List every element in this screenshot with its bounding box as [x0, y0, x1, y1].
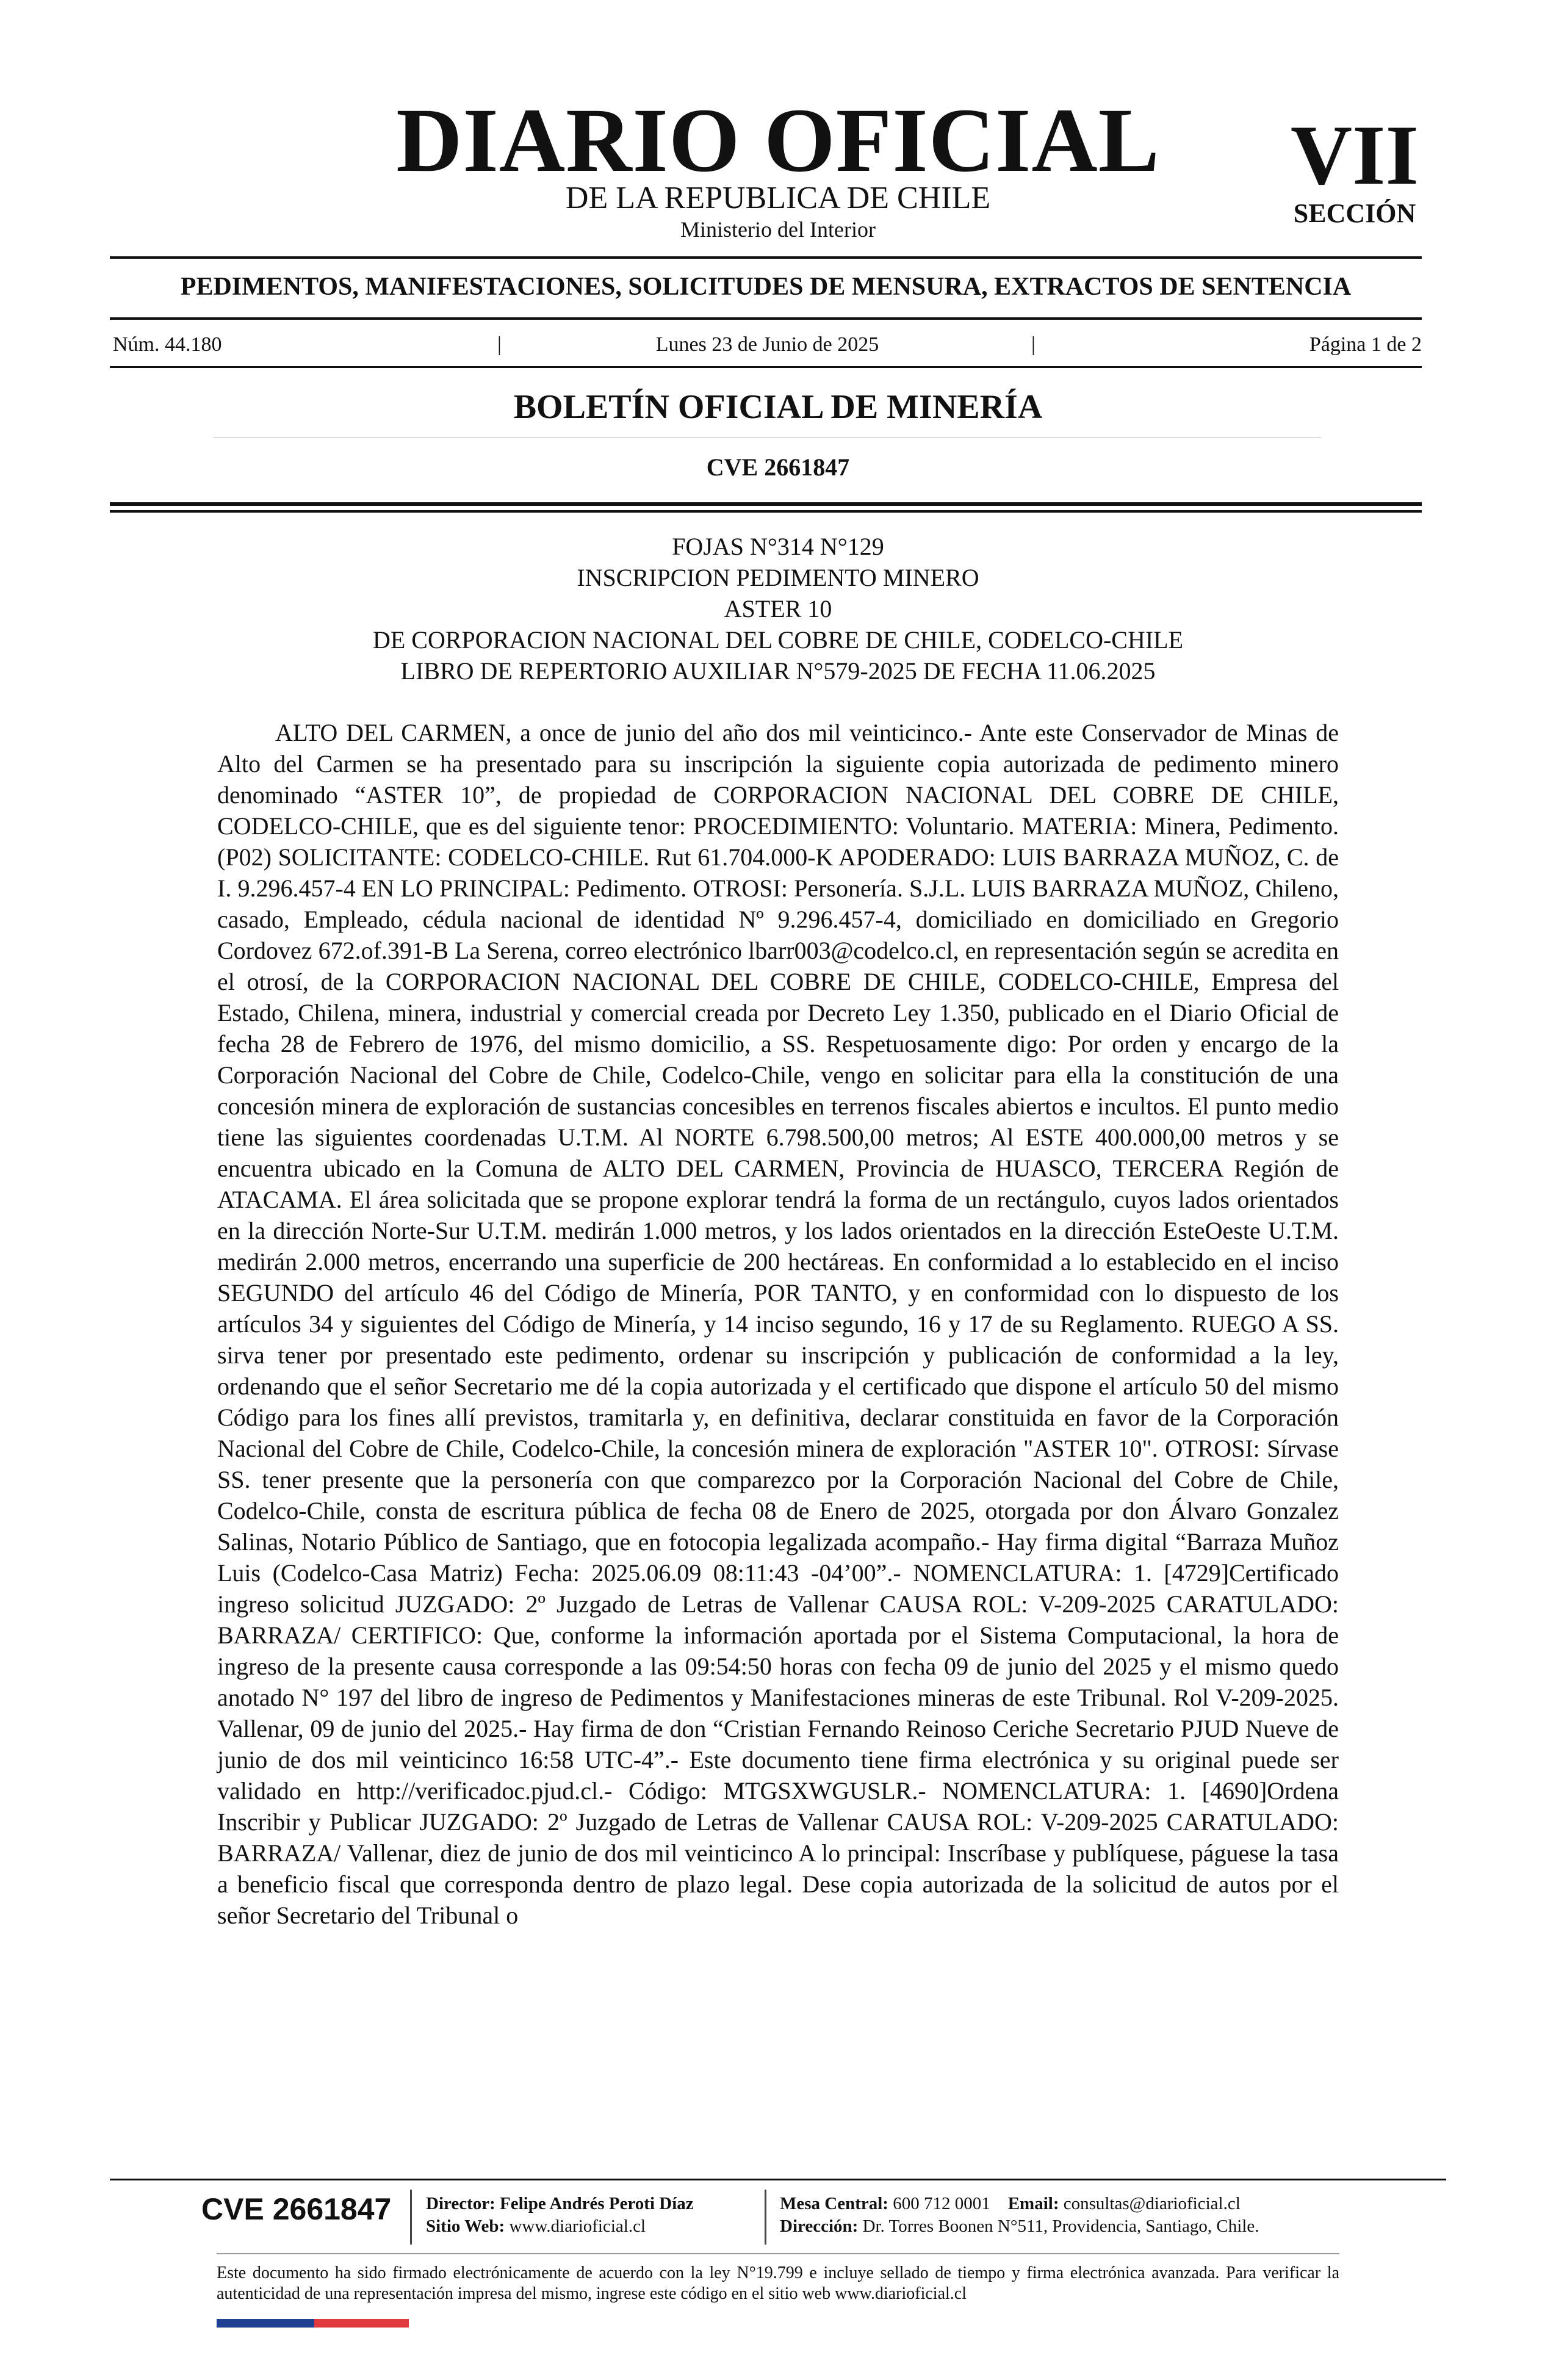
footer-contact-block: [780, 2193, 1259, 2238]
director-label: Director:: [426, 2194, 495, 2213]
section-number: VII: [1290, 108, 1419, 203]
phone-value: 600 712 0001: [893, 2194, 990, 2213]
masthead-subtitle: DE LA REPUBLICA DE CHILE: [565, 181, 991, 215]
footer-legal-text: Este documento ha sido firmado electrónicamente de acuerdo con la ley N°19.799 e incluye sellado de tiempo y firma electrónica avanzada. Para verificar la autenticidad de una representación impresa del mismo, ingrese este código en el sitio web www.diarioficial.cl: [217, 2263, 1339, 2303]
cve-rule-1: [110, 502, 1422, 506]
flag-stripe-red: [314, 2319, 409, 2328]
flag-stripe-blue: [217, 2319, 314, 2328]
body-paragraph: ALTO DEL CARMEN, a once de junio del año dos mil veinticinco.- Ante este Conservador de Minas de Alto del Carmen se ha presentado para su inscripción la siguiente copia autorizada de pedimento minero denominado “ASTER 10”, de propiedad de CORPORACION NACIONAL DEL COBRE DE CHILE, CODELCO-CHILE, que es del siguiente tenor: PROCEDIMIENTO: Voluntario. MATERIA: Minera, Pedimento. (P02) SOLICITANTE: CODELCO-CHILE. Rut 61.704.000-K APODERADO: LUIS BARRAZA MUÑOZ, C. de I. 9.296.457-4 EN LO PRINCIPAL: Pedimento. OTROSI: Personería. S.J.L. LUIS BARRAZA MUÑOZ, Chileno, casado, Empleado, cédula nacional de identidad Nº 9.296.457-4, domiciliado en domiciliado en Gregorio Cordovez 672.of.391-B La Serena, correo electrónico lbarr003@codelco.cl, en representación según se acredita en el otrosí, de la CORPORACION NACIONAL DEL COBRE DE CHILE, CODELCO-CHILE, Empresa del Estado, Chilena, minera, industrial y comercial creada por Decreto Ley 1.350, publicado en el Diario Oficial de fecha 28 de Febrero de 1976, del mismo domicilio, a SS. Respetuosamente digo: Por orden y encargo de la Corporación Nacional del Cobre de Chile, Codelco-Chile, vengo en solicitar para ella la constitución de una concesión minera de exploración de sustancias concesibles en terrenos fiscales abiertos e incultos. El punto medio tiene las siguientes coordenadas U.T.M. Al NORTE 6.798.500,00 metros; Al ESTE 400.000,00 metros y se encuentra ubicado en la Comuna de ALTO DEL CARMEN, Provincia de HUASCO, TERCERA Región de ATACAMA. El área solicitada que se propone explorar tendrá la forma de un rectángulo, cuyos lados orientados en la dirección Norte-Sur U.T.M. medirán 1.000 metros, y los lados orientados en la dirección EsteOeste U.T.M. medirán 2.000 metros, encerrando una superficie de 200 hectáreas. En conformidad a lo establecido en el inciso SEGUNDO del artículo 46 del Código de Minería, POR TANTO, y en conformidad con lo dispuesto de los artículos 34 y siguientes del Código de Minería, y 14 inciso segundo, 16 y 17 de su Reglamento. RUEGO A SS. sirva tener por presentado este pedimento, ordenar su inscripción y publicación de conformidad a la ley, ordenando que el señor Secretario me dé la copia autorizada y el certificado que dispone el artículo 50 del mismo Código para los fines allí previstos, tramitarla y, en definitiva, declarar constituida en favor de la Corporación Nacional del Cobre de Chile, Codelco-Chile, la concesión minera de exploración "ASTER 10". OTROSI: Sírvase SS. tener presente que la personería con que comparezco por la Corporación Nacional del Cobre de Chile, Codelco-Chile, consta de escritura pública de fecha 08 de Enero de 2025, otorgada por don Álvaro Gonzalez Salinas, Notario Público de Santiago, que en fotocopia legalizada acompaño.- Hay firma digital “Barraza Muñoz Luis (Codelco-Casa Matriz) Fecha: 2025.06.09 08:11:43 -04’00”.- NOMENCLATURA: 1. [4729]Certificado ingreso solicitud JUZGADO: 2º Juzgado de Letras de Vallenar CAUSA ROL: V-209-2025 CARATULADO: BARRAZA/ CERTIFICO: Que, conforme la información aportada por el Sistema Computacional, la hora de ingreso de la presente causa corresponde a las 09:54:50 horas con fecha 09 de junio del 2025 y el mismo quedo anotado N° 197 del libro de ingreso de Pedimentos y Manifestaciones mineras de este Tribunal. Rol V-209-2025. Vallenar, 09 de junio del 2025.- Hay firma de don “Cristian Fernando Reinoso Ceriche Secretario PJUD Nueve de junio de dos mil veinticinco 16:58 UTC-4”.- Este documento tiene firma electrónica y su original puede ser validado en http://verificadoc.pjud.cl.- Código: MTGSXWGUSLR.- NOMENCLATURA: 1. [4690]Ordena Inscribir y Publicar JUZGADO: 2º Juzgado de Letras de Vallenar CAUSA ROL: V-209-2025 CARATULADO: BARRAZA/ Vallenar, diez de junio de dos mil veinticinco A lo principal: Inscríbase y publíquese, páguese la tasa a beneficio fiscal que corresponda dentro de plazo legal. Dese copia autorizada de la solicitud de autos por el señor Secretario del Tribunal o: [217, 719, 1339, 1929]
site-label: Sitio Web:: [426, 2216, 505, 2236]
footer-separator: [410, 2190, 412, 2245]
cve-code: CVE 2661847: [706, 453, 850, 481]
issue-number: Núm. 44.180: [113, 333, 222, 356]
footer-separator: [765, 2190, 766, 2245]
title-divider: [214, 437, 1321, 438]
page-indicator: Página 1 de 2: [1309, 333, 1422, 356]
heading-line: DE CORPORACION NACIONAL DEL COBRE DE CHILE, CODELCO-CHILE: [372, 626, 1184, 654]
email-link[interactable]: consultas@diarioficial.cl: [1063, 2194, 1241, 2213]
footer-director-block: [426, 2193, 694, 2238]
header-rule-bottom: [110, 366, 1422, 368]
director-name: Felipe Andrés Peroti Díaz: [500, 2194, 694, 2213]
issue-date: Lunes 23 de Junio de 2025: [655, 333, 879, 356]
heading-line: ASTER 10: [724, 595, 832, 622]
issue-separator: |: [1031, 333, 1036, 356]
heading-line: LIBRO DE REPERTORIO AUXILIAR N°579-2025 DE FECHA 11.06.2025: [400, 657, 1156, 685]
section-label: SECCIÓN: [1293, 198, 1416, 228]
document-heading: [0, 531, 1556, 687]
heading-line: INSCRIPCION PEDIMENTO MINERO: [577, 564, 979, 591]
issue-separator: |: [497, 333, 502, 356]
masthead-title: DIARIO OFICIAL: [396, 90, 1160, 191]
phone-label: Mesa Central:: [780, 2194, 888, 2213]
publication-types: PEDIMENTOS, MANIFESTACIONES, SOLICITUDES DE MENSURA, EXTRACTOS DE SENTENCIA: [180, 273, 1352, 301]
address-value: Dr. Torres Boonen N°511, Providencia, Santiago, Chile.: [862, 2216, 1259, 2236]
footer-rule: [110, 2179, 1446, 2180]
footer-cve: CVE 2661847: [201, 2192, 392, 2226]
email-label: Email:: [1007, 2194, 1059, 2213]
cve-rule-2: [110, 510, 1422, 513]
address-label: Dirección:: [780, 2216, 859, 2236]
site-link[interactable]: www.diarioficial.cl: [509, 2216, 646, 2236]
footer-legal-rule: [217, 2253, 1339, 2254]
header-rule-mid: [110, 317, 1422, 320]
bulletin-title: BOLETÍN OFICIAL DE MINERÍA: [513, 388, 1043, 426]
heading-line: FOJAS N°314 N°129: [672, 533, 884, 560]
masthead-ministry: Ministerio del Interior: [680, 217, 876, 242]
header-rule-top: [110, 256, 1422, 259]
